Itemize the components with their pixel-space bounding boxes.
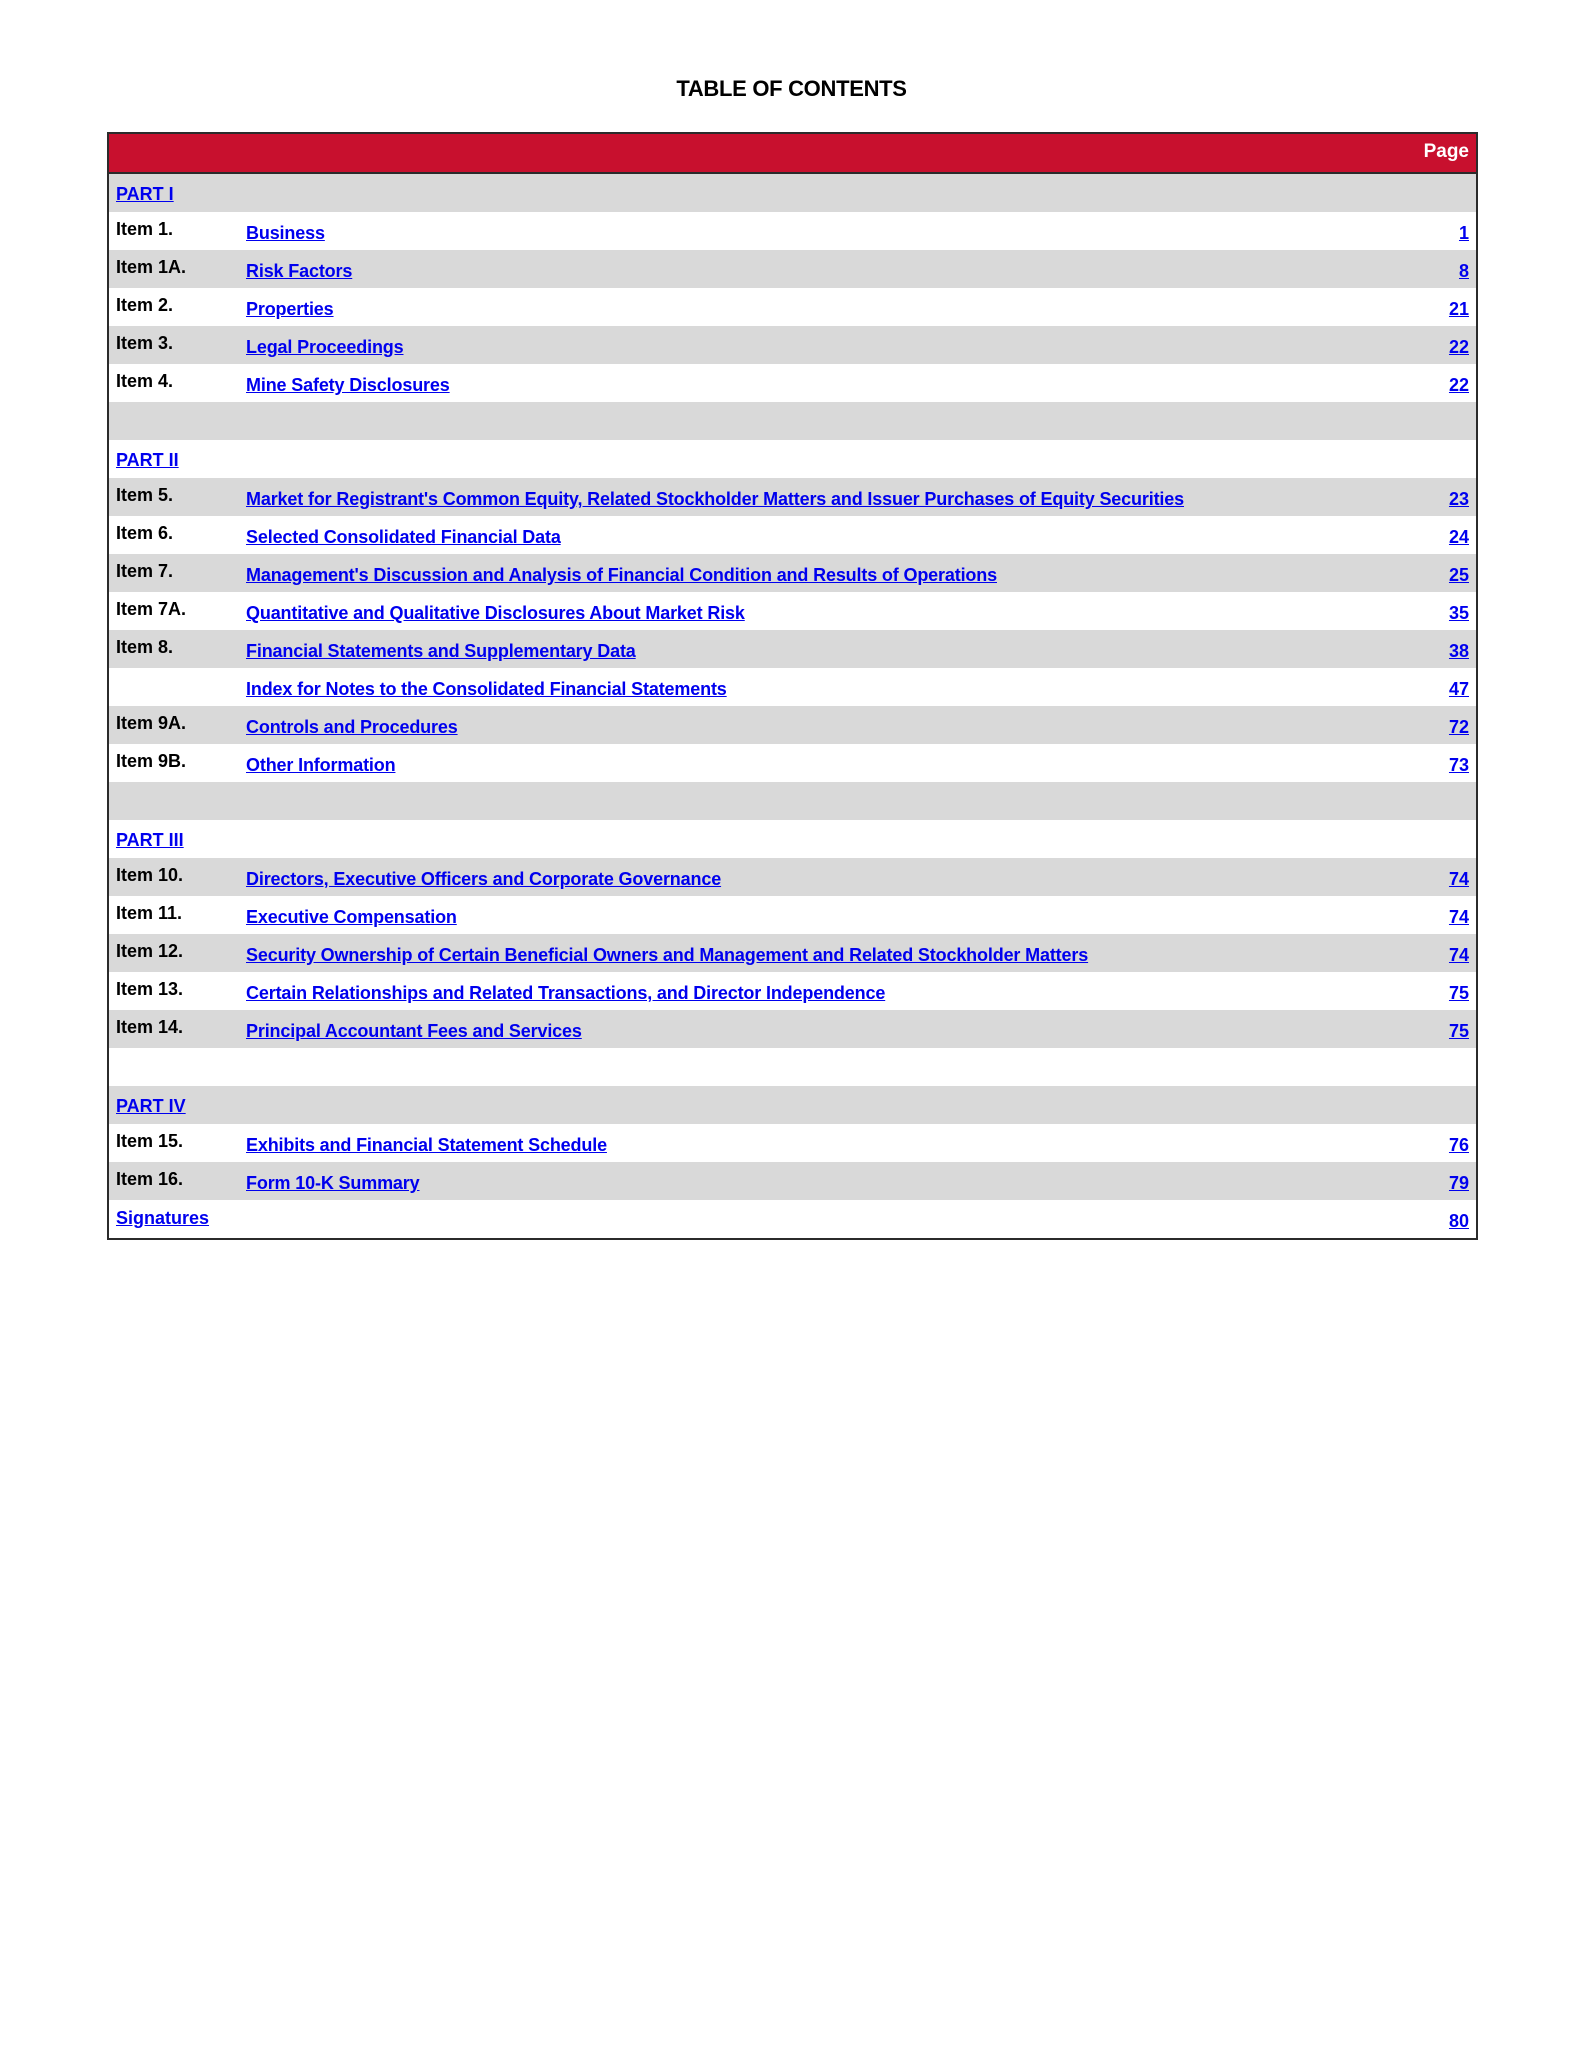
page-number-link[interactable]: 74 xyxy=(1448,907,1469,927)
part-1-link[interactable]: PART I xyxy=(116,184,174,204)
page-number-link[interactable]: 23 xyxy=(1448,489,1469,509)
item-title-link[interactable]: Certain Relationships and Related Transactions, and Director Independence xyxy=(246,983,886,1003)
item-title-link[interactable]: Risk Factors xyxy=(246,261,353,281)
item-label: Item 9A. xyxy=(116,713,187,733)
page-number-link[interactable]: 73 xyxy=(1448,755,1469,775)
item-title-link[interactable]: Selected Consolidated Financial Data xyxy=(246,527,561,547)
part-row xyxy=(109,1086,1476,1124)
table-row xyxy=(109,516,1476,554)
item-title-link[interactable]: Mine Safety Disclosures xyxy=(246,375,450,395)
table-row xyxy=(109,592,1476,630)
table-row xyxy=(109,744,1476,782)
item-label: Item 2. xyxy=(116,295,174,315)
table-row xyxy=(109,858,1476,896)
item-label: Item 8. xyxy=(116,637,174,657)
table-row xyxy=(109,212,1476,250)
page-number-link[interactable]: 75 xyxy=(1448,1021,1469,1041)
table-row xyxy=(109,1010,1476,1048)
item-label: Item 3. xyxy=(116,333,174,353)
table-row xyxy=(109,1124,1476,1162)
page-number-link[interactable]: 74 xyxy=(1448,945,1469,965)
spacer-row xyxy=(109,402,1476,440)
item-label: Item 12. xyxy=(116,941,184,961)
item-label: Item 16. xyxy=(116,1169,184,1189)
table-row xyxy=(109,706,1476,744)
page-number-link[interactable]: 74 xyxy=(1448,869,1469,889)
page-number-link[interactable]: 21 xyxy=(1448,299,1469,319)
item-title-link[interactable]: Quantitative and Qualitative Disclosures About Market Risk xyxy=(246,603,745,623)
item-label: Item 4. xyxy=(116,371,174,391)
table-row xyxy=(109,630,1476,668)
item-title-link[interactable]: Exhibits and Financial Statement Schedule xyxy=(246,1135,607,1155)
signatures-row xyxy=(109,1200,1476,1238)
item-title-link[interactable]: Management's Discussion and Analysis of Financial Condition and Results of Operations xyxy=(246,565,997,585)
part-row xyxy=(109,440,1476,478)
item-label: Item 7. xyxy=(116,561,174,581)
item-label: Item 9B. xyxy=(116,751,187,771)
page-number-link[interactable]: 24 xyxy=(1448,527,1469,547)
table-row xyxy=(109,934,1476,972)
page-number-link[interactable]: 79 xyxy=(1448,1173,1469,1193)
table-row xyxy=(109,288,1476,326)
table-row xyxy=(109,1162,1476,1200)
page-number-link[interactable]: 35 xyxy=(1448,603,1469,623)
item-title-link[interactable]: Financial Statements and Supplementary Data xyxy=(246,641,636,661)
item-label: Item 5. xyxy=(116,485,174,505)
table-row xyxy=(109,668,1476,706)
toc-header xyxy=(109,134,1476,174)
item-title-link[interactable]: Security Ownership of Certain Beneficial Owners and Management and Related Stockholder Matters xyxy=(246,945,1089,965)
spacer-row xyxy=(109,782,1476,820)
page-number-link[interactable]: 76 xyxy=(1448,1135,1469,1155)
signatures-link[interactable]: Signatures xyxy=(116,1208,210,1228)
page-number-link[interactable]: 1 xyxy=(1458,223,1469,243)
table-of-contents xyxy=(107,132,1478,1240)
table-row xyxy=(109,554,1476,592)
page-number-link[interactable]: 22 xyxy=(1448,337,1469,357)
item-title-link[interactable]: Form 10-K Summary xyxy=(246,1173,420,1193)
item-label: Item 7A. xyxy=(116,599,187,619)
part-3-link[interactable]: PART III xyxy=(116,830,184,850)
item-title-link[interactable]: Directors, Executive Officers and Corporate Governance xyxy=(246,869,722,889)
table-row xyxy=(109,896,1476,934)
item-label: Item 11. xyxy=(116,903,183,923)
part-row xyxy=(109,174,1476,212)
item-title-link[interactable]: Market for Registrant's Common Equity, Related Stockholder Matters and Issuer Purchases of Equity Securities xyxy=(246,489,1184,509)
item-title-link[interactable]: Legal Proceedings xyxy=(246,337,404,357)
item-title-link[interactable]: Other Information xyxy=(246,755,396,775)
item-title-link[interactable]: Executive Compensation xyxy=(246,907,457,927)
item-label: Item 1. xyxy=(116,219,174,239)
item-label: Item 6. xyxy=(116,523,174,543)
page-number-link[interactable]: 72 xyxy=(1448,717,1469,737)
page-number-link[interactable]: 38 xyxy=(1448,641,1469,661)
table-row xyxy=(109,326,1476,364)
item-title-link[interactable]: Principal Accountant Fees and Services xyxy=(246,1021,582,1041)
item-label: Item 10. xyxy=(116,865,184,885)
item-title-link[interactable]: Controls and Procedures xyxy=(246,717,458,737)
page-number-link[interactable]: 47 xyxy=(1448,679,1469,699)
table-row xyxy=(109,364,1476,402)
table-row xyxy=(109,250,1476,288)
page-number-link[interactable]: 75 xyxy=(1448,983,1469,1003)
page-column-header: Page xyxy=(1423,141,1469,162)
table-row xyxy=(109,972,1476,1010)
page-number-link[interactable]: 80 xyxy=(1448,1211,1469,1231)
page-number-link[interactable]: 25 xyxy=(1448,565,1469,585)
spacer-row xyxy=(109,1048,1476,1086)
item-label: Item 13. xyxy=(116,979,184,999)
part-4-link[interactable]: PART IV xyxy=(116,1096,186,1116)
item-label: Item 14. xyxy=(116,1017,184,1037)
page-number-link[interactable]: 22 xyxy=(1448,375,1469,395)
item-label: Item 15. xyxy=(116,1131,184,1151)
part-row xyxy=(109,820,1476,858)
item-title-link[interactable]: Properties xyxy=(246,299,334,319)
table-row xyxy=(109,478,1476,516)
item-title-link[interactable]: Business xyxy=(246,223,325,243)
page-title: TABLE OF CONTENTS xyxy=(676,76,907,101)
part-2-link[interactable]: PART II xyxy=(116,450,179,470)
page-number-link[interactable]: 8 xyxy=(1458,261,1469,281)
item-title-link[interactable]: Index for Notes to the Consolidated Financial Statements xyxy=(246,679,727,699)
item-label: Item 1A. xyxy=(116,257,187,277)
